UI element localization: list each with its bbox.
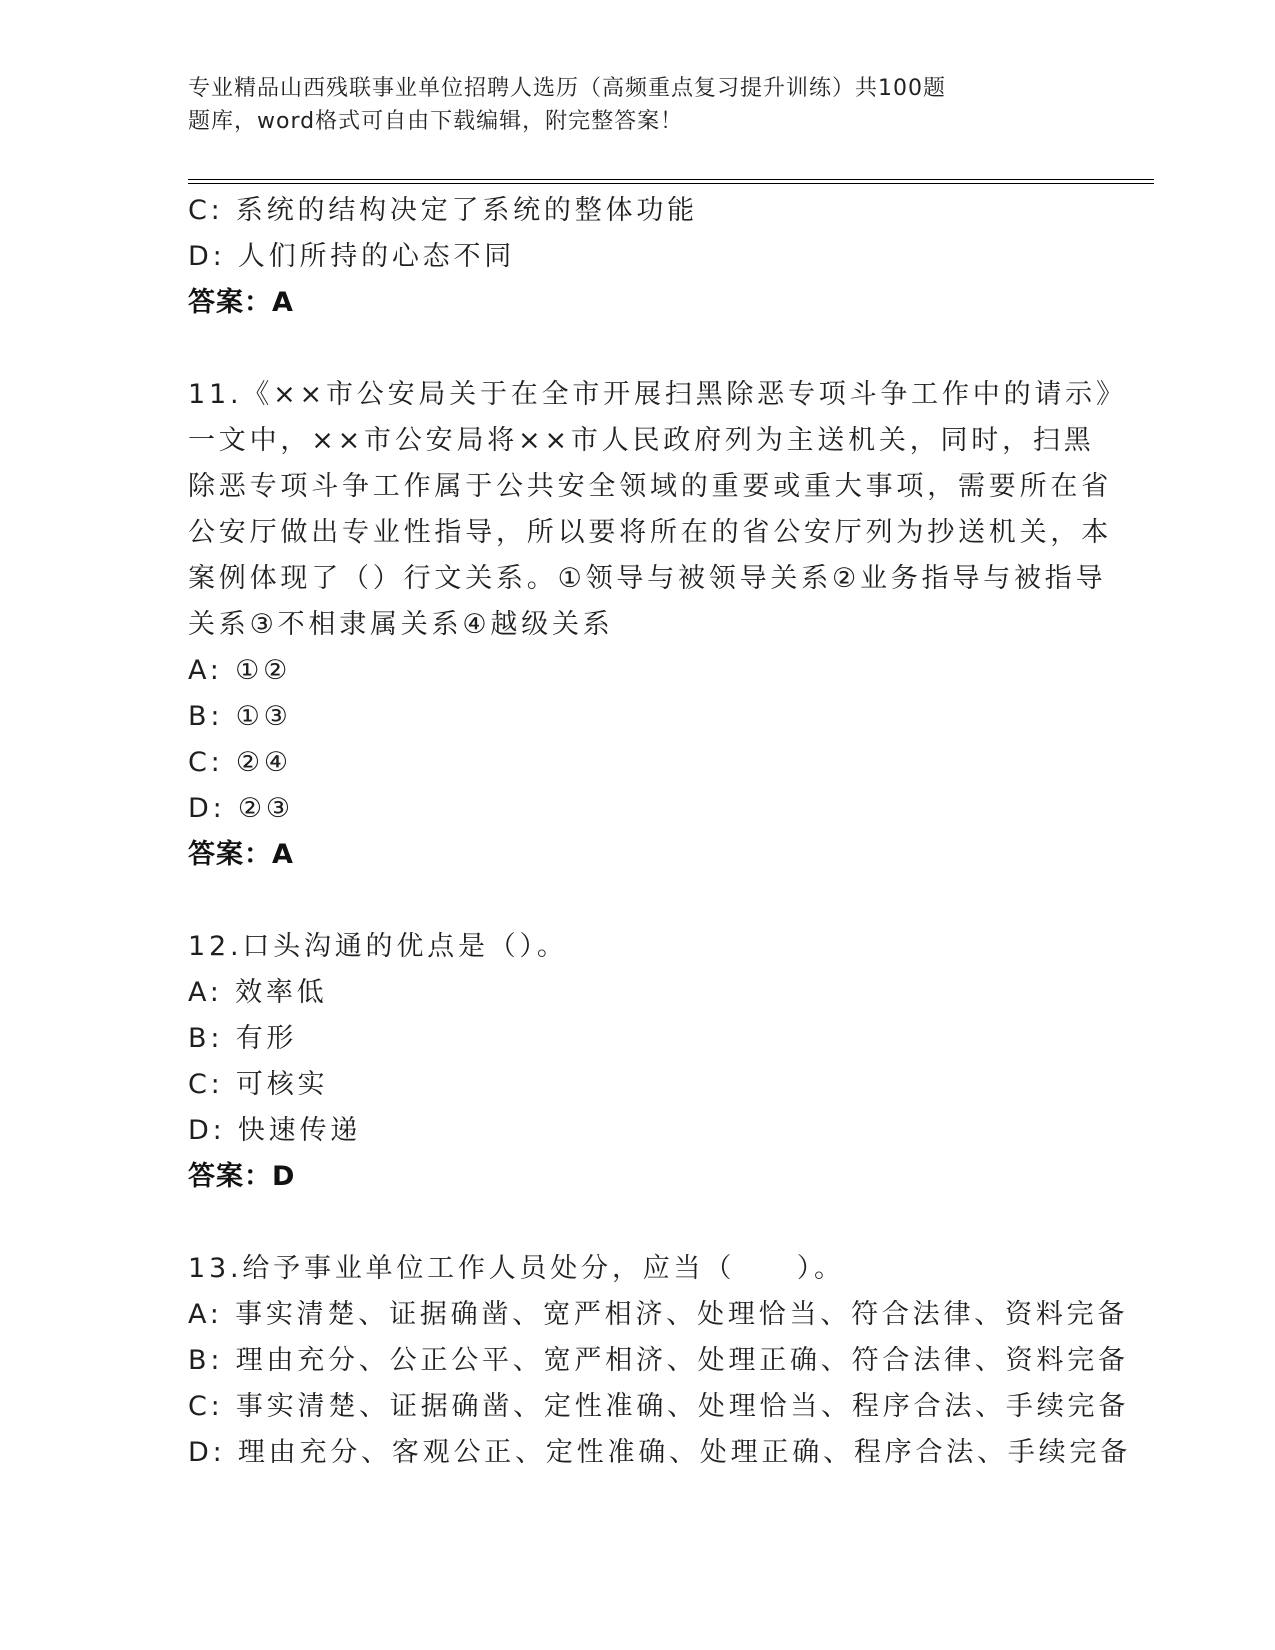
option-c: C: ②④	[188, 747, 292, 778]
stem-line: 案例体现了（）行文关系。①领导与被领导关系②业务指导与被指导	[188, 563, 1107, 594]
question-stem: 12.口头沟通的优点是（）。	[188, 931, 568, 962]
stem-line: 关系③不相隶属关系④越级关系	[188, 609, 614, 640]
option-d: D: 人们所持的心态不同	[188, 241, 516, 272]
header-title-line-2: 题库，word格式可自由下载编辑，附完整答案！	[188, 109, 684, 134]
spacer	[188, 878, 1088, 924]
option-b: B: ①③	[188, 701, 292, 732]
option-c: C: 系统的结构决定了系统的整体功能	[188, 195, 698, 226]
document-body	[188, 188, 1132, 1476]
question-12	[188, 924, 1088, 1200]
answer-line: 答案：D	[188, 1161, 296, 1192]
question-11	[188, 372, 1127, 878]
option-d: D: 快速传递	[188, 1115, 362, 1146]
spacer	[188, 326, 1088, 372]
option-d: D: 理由充分、客观公正、定性准确、处理正确、程序合法、手续完备	[188, 1437, 1132, 1468]
option-a: A: 事实清楚、证据确凿、宽严相济、处理恰当、符合法律、资料完备	[188, 1299, 1129, 1330]
document-header	[188, 72, 1068, 138]
option-a: A: 效率低	[188, 977, 328, 1008]
header-title-line-1: 专业精品山西残联事业单位招聘人选历（高频重点复习提升训练）共100题	[188, 76, 946, 101]
option-c: C: 可核实	[188, 1069, 329, 1100]
option-d: D: ②③	[188, 793, 294, 824]
answer-line: 答案：A	[188, 839, 294, 870]
spacer	[188, 1200, 1088, 1246]
stem-line: 一文中，××市公安局将××市人民政府列为主送机关，同时，扫黑	[188, 425, 1095, 456]
stem-line: 11.《××市公安局关于在全市开展扫黑除恶专项斗争工作中的请示》	[188, 379, 1127, 410]
question-stem	[188, 372, 1127, 648]
answer-line: 答案：A	[188, 287, 294, 318]
option-b: B: 理由充分、公正公平、宽严相济、处理正确、符合法律、资料完备	[188, 1345, 1129, 1376]
option-c: C: 事实清楚、证据确凿、定性准确、处理恰当、程序合法、手续完备	[188, 1391, 1130, 1422]
option-a: A: ①②	[188, 655, 292, 686]
stem-line: 公安厅做出专业性指导，所以要将所在的省公安厅列为抄送机关，本	[188, 517, 1112, 548]
option-b: B: 有形	[188, 1023, 298, 1054]
question-13	[188, 1246, 1132, 1476]
header-divider	[188, 179, 1154, 184]
question-stem: 13.给予事业单位工作人员处分，应当（ ）。	[188, 1253, 845, 1284]
stem-line: 除恶专项斗争工作属于公共安全领域的重要或重大事项，需要所在省	[188, 471, 1112, 502]
question-10-tail	[188, 188, 1088, 326]
